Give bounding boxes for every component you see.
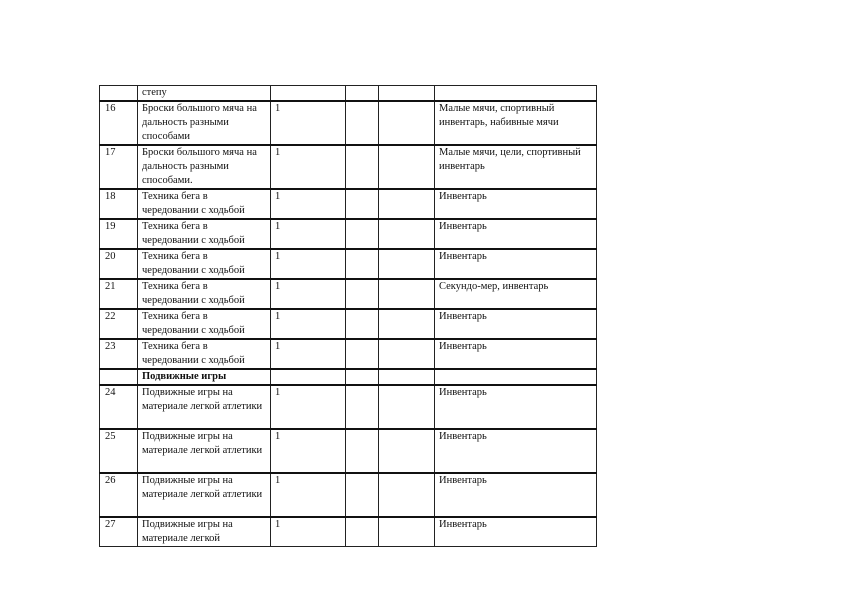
lesson-topic-cell: Техника бега в чередовании с ходьбой [138,339,271,369]
equipment-cell: Инвентарь [435,473,597,517]
lesson-plan-table [99,85,597,547]
date-fact-cell [379,369,435,385]
date-fact-cell [379,279,435,309]
lesson-topic-cell: Броски большого мяча на дальность разными способами. [138,145,271,189]
lesson-number-cell: 26 [100,473,138,517]
equipment-cell: Инвентарь [435,249,597,279]
lesson-topic-cell: степу [138,86,271,102]
lesson-number-cell: 17 [100,145,138,189]
date-plan-cell [346,369,379,385]
table-row [100,86,597,102]
equipment-cell [435,86,597,102]
table-row [100,219,597,249]
lesson-number-cell [100,86,138,102]
date-fact-cell [379,219,435,249]
equipment-cell: Инвентарь [435,517,597,547]
table-row [100,385,597,429]
lesson-number-cell: 20 [100,249,138,279]
equipment-cell: Инвентарь [435,309,597,339]
date-fact-cell [379,473,435,517]
equipment-cell: Инвентарь [435,189,597,219]
section-title-cell: Подвижные игры [138,369,271,385]
hours-cell: 1 [271,473,346,517]
lesson-topic-cell: Техника бега в чередовании с ходьбой [138,279,271,309]
hours-cell: 1 [271,249,346,279]
table-row [100,473,597,517]
date-fact-cell [379,339,435,369]
date-plan-cell [346,86,379,102]
table-row [100,309,597,339]
lesson-number-cell: 19 [100,219,138,249]
lesson-number-cell: 18 [100,189,138,219]
date-plan-cell [346,339,379,369]
lesson-number-cell: 24 [100,385,138,429]
date-plan-cell [346,517,379,547]
lesson-topic-cell: Подвижные игры на материале легкой атлетики [138,473,271,517]
equipment-cell: Инвентарь [435,385,597,429]
table-row [100,249,597,279]
date-plan-cell [346,101,379,145]
date-fact-cell [379,429,435,473]
lesson-number-cell: 21 [100,279,138,309]
lesson-topic-cell: Техника бега в чередовании с ходьбой [138,219,271,249]
date-fact-cell [379,517,435,547]
lesson-topic-cell: Подвижные игры на материале легкой [138,517,271,547]
hours-cell: 1 [271,429,346,473]
equipment-cell [435,369,597,385]
lesson-number-cell: 16 [100,101,138,145]
table-row [100,101,597,145]
equipment-cell: Малые мячи, цели, спортивный инвентарь [435,145,597,189]
hours-cell [271,369,346,385]
lesson-number-cell [100,369,138,385]
hours-cell: 1 [271,309,346,339]
date-plan-cell [346,309,379,339]
lesson-topic-cell: Подвижные игры на материале легкой атлетики [138,385,271,429]
date-plan-cell [346,219,379,249]
hours-cell: 1 [271,385,346,429]
lesson-number-cell: 27 [100,517,138,547]
date-fact-cell [379,385,435,429]
lesson-topic-cell: Техника бега в чередовании с ходьбой [138,309,271,339]
hours-cell: 1 [271,279,346,309]
equipment-cell: Инвентарь [435,219,597,249]
hours-cell [271,86,346,102]
date-plan-cell [346,429,379,473]
date-fact-cell [379,189,435,219]
date-plan-cell [346,145,379,189]
table-row [100,339,597,369]
table-row [100,279,597,309]
lesson-number-cell: 22 [100,309,138,339]
hours-cell: 1 [271,339,346,369]
date-plan-cell [346,279,379,309]
equipment-cell: Инвентарь [435,339,597,369]
date-fact-cell [379,309,435,339]
lesson-topic-cell: Техника бега в чередовании с ходьбой [138,189,271,219]
hours-cell: 1 [271,189,346,219]
date-fact-cell [379,86,435,102]
lesson-number-cell: 23 [100,339,138,369]
date-plan-cell [346,189,379,219]
hours-cell: 1 [271,219,346,249]
date-fact-cell [379,101,435,145]
hours-cell: 1 [271,517,346,547]
hours-cell: 1 [271,145,346,189]
date-plan-cell [346,473,379,517]
table-row [100,189,597,219]
date-fact-cell [379,145,435,189]
date-plan-cell [346,385,379,429]
date-fact-cell [379,249,435,279]
table-row [100,517,597,547]
lesson-topic-cell: Броски большого мяча на дальность разными способами [138,101,271,145]
equipment-cell: Секундо-мер, инвентарь [435,279,597,309]
table-row [100,145,597,189]
section-header-row [100,369,597,385]
lesson-number-cell: 25 [100,429,138,473]
equipment-cell: Инвентарь [435,429,597,473]
lesson-topic-cell: Техника бега в чередовании с ходьбой [138,249,271,279]
table-row [100,429,597,473]
date-plan-cell [346,249,379,279]
lesson-topic-cell: Подвижные игры на материале легкой атлетики [138,429,271,473]
equipment-cell: Малые мячи, спортивный инвентарь, набивные мячи [435,101,597,145]
hours-cell: 1 [271,101,346,145]
